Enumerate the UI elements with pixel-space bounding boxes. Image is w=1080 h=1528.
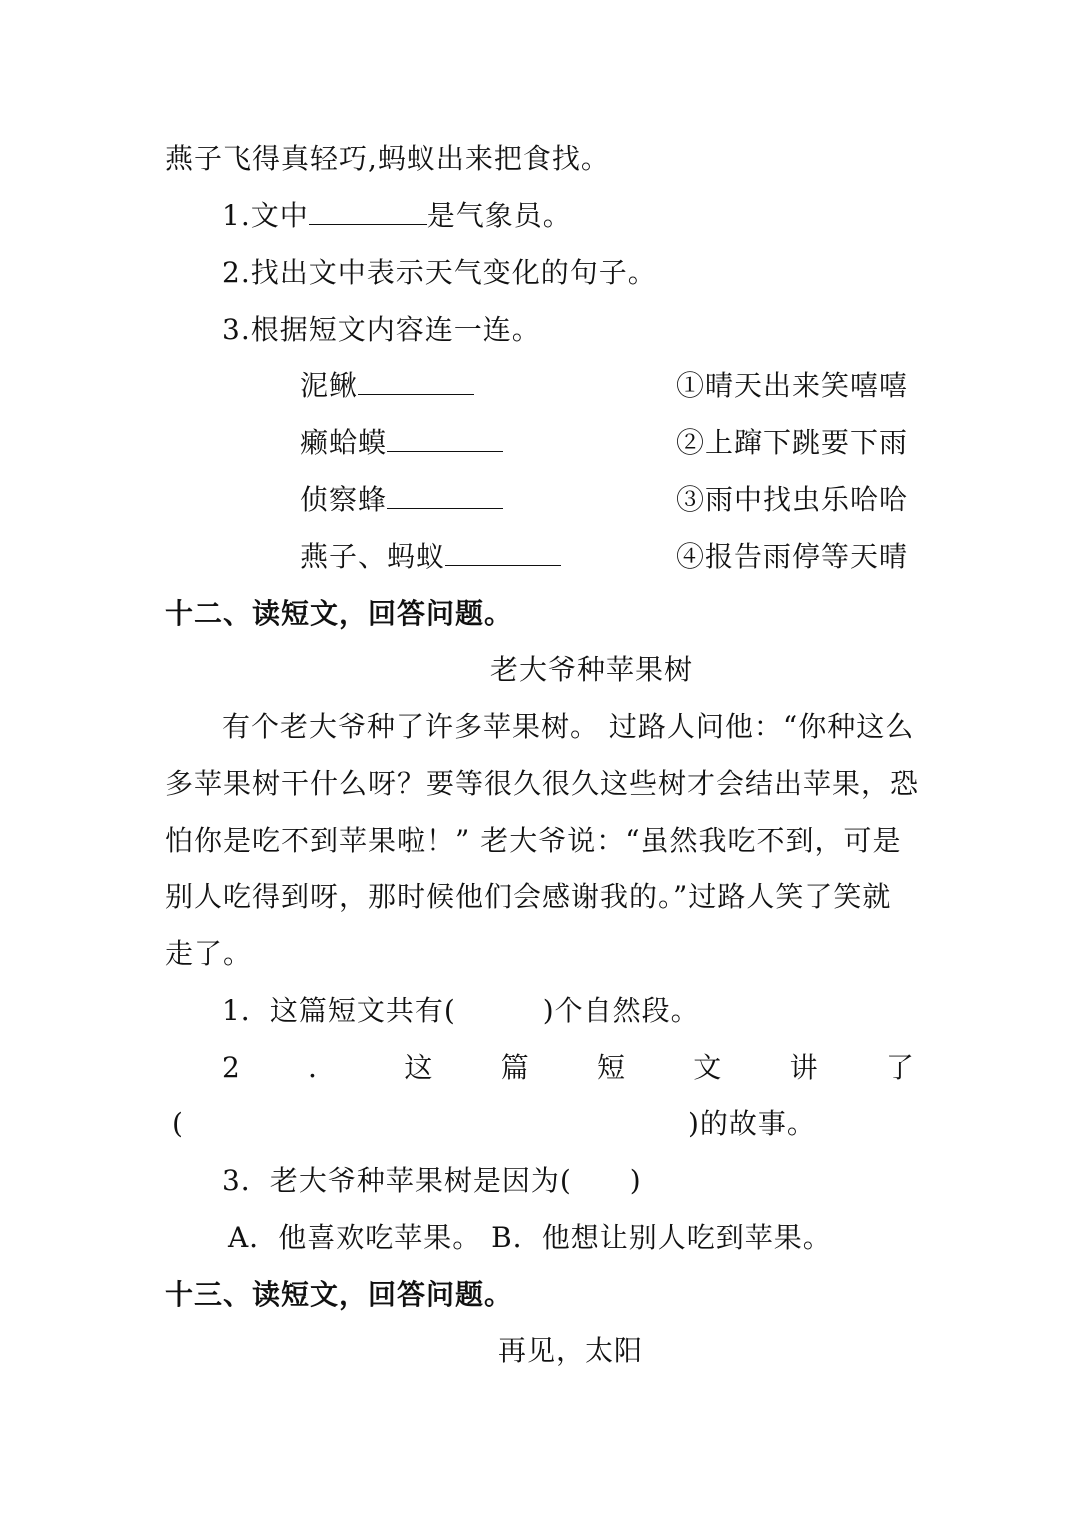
answer-blank[interactable] (387, 425, 503, 452)
match-left-item: 燕子、蚂蚁 (300, 539, 561, 575)
paragraph-line: 有个老大爷种了许多苹果树。 过路人问他：“你种这么 (222, 710, 915, 743)
paragraph-line: 走了。 (165, 937, 253, 970)
passage-last-line: 燕子飞得真轻巧,蚂蚁出来把食找。 (165, 142, 610, 175)
question-1 (222, 198, 572, 234)
section-heading: 十二、读短文，回答问题。 (165, 597, 514, 630)
section-heading: 十三、读短文，回答问题。 (165, 1278, 514, 1311)
question-2-spread: 2 ． 这 篇 短 文 讲 了 (222, 1051, 914, 1084)
question-1-prefix: 1.文中 (222, 199, 309, 232)
question-3: 3．老大爷种苹果树是因为( ) (222, 1164, 642, 1197)
match-right-item: ①晴天出来笑嘻嘻 (676, 369, 909, 402)
question-2: 2.找出文中表示天气变化的句子。 (222, 256, 657, 289)
answer-blank[interactable] (387, 482, 503, 509)
paragraph-line: 别人吃得到呀，那时候他们会感谢我的。”过路人笑了笑就 (165, 880, 892, 913)
match-right-item: ②上蹿下跳要下雨 (676, 426, 909, 459)
answer-options: A．他喜欢吃苹果。 B．他想让别人吃到苹果。 (228, 1221, 832, 1254)
question-1-suffix: 是气象员。 (426, 199, 572, 232)
answer-blank[interactable] (309, 198, 427, 225)
match-left-item: 侦察蜂 (300, 482, 503, 518)
question-2-open-paren: ( (172, 1107, 184, 1140)
match-right-item: ③雨中找虫乐哈哈 (676, 483, 909, 516)
passage-title: 再见，太阳 (498, 1334, 644, 1367)
answer-blank[interactable] (358, 368, 474, 395)
question-2-close: )的故事。 (688, 1107, 816, 1140)
match-right-item: ④报告雨停等天晴 (676, 540, 909, 573)
paragraph-line: 怕你是吃不到苹果啦！” 老大爷说：“虽然我吃不到，可是 (165, 824, 902, 857)
answer-blank[interactable] (445, 539, 561, 566)
passage-title: 老大爷种苹果树 (490, 653, 694, 686)
match-left-item: 癞蛤蟆 (300, 425, 503, 461)
question-3: 3.根据短文内容连一连。 (222, 313, 541, 346)
paragraph-line: 多苹果树干什么呀？要等很久很久这些树才会结出苹果，恐 (165, 767, 920, 800)
match-left-item: 泥鳅 (300, 368, 474, 404)
question-1: 1．这篇短文共有( )个自然段。 (222, 994, 700, 1027)
